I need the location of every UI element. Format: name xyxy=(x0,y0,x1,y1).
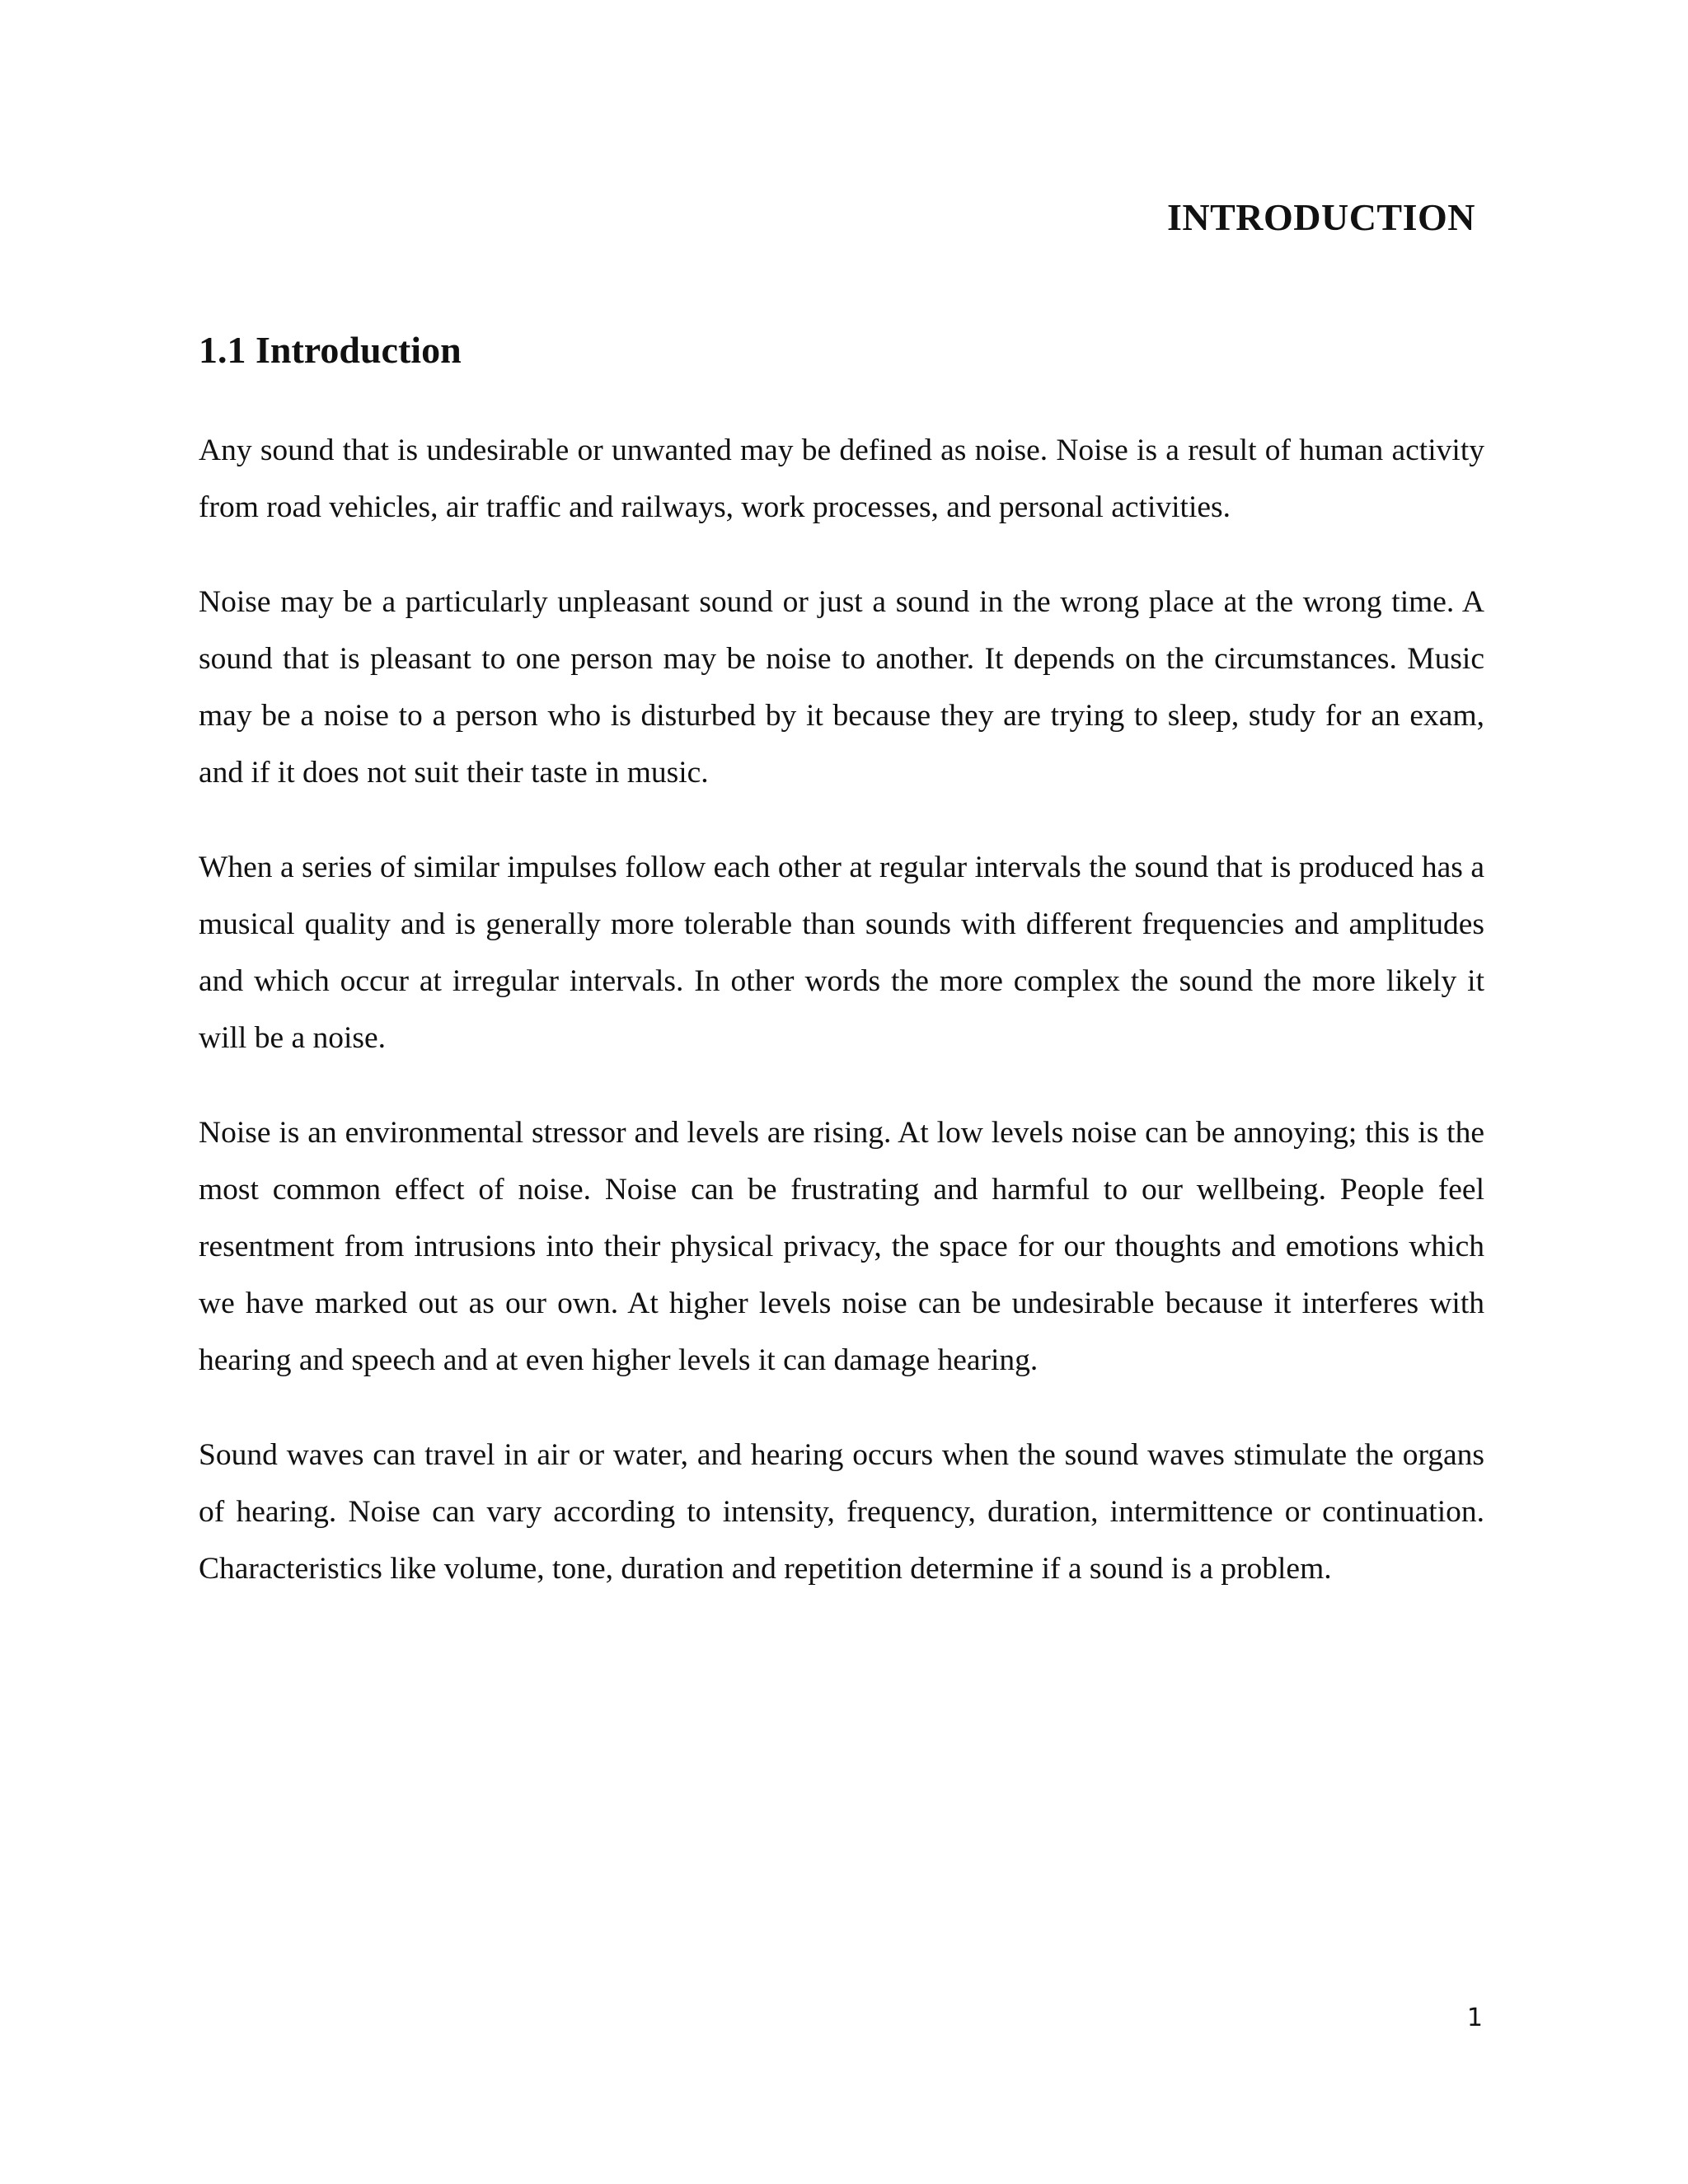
paragraph: Noise may be a particularly unpleasant sound or just a sound in the wrong place at the wrong time. A sound that is pleasant to one person may be noise to another. It depends on the circumstances. Music may be a noise to a person who is disturbed by it because they are trying to sleep, study for an exam, and if it does not suit their taste in music. xyxy=(199,585,1484,790)
chapter-title: INTRODUCTION xyxy=(1166,196,1475,238)
body-text xyxy=(199,422,1484,1635)
paragraph: Sound waves can travel in air or water, and hearing occurs when the sound waves stimulate the organs of hearing. Noise can vary according to intensity, frequency, duration, intermittence or continuation. Characteristics like volume, tone, duration and repetition determine if a sound is a problem. xyxy=(199,1438,1484,1586)
paragraph: Any sound that is undesirable or unwanted may be defined as noise. Noise is a result of human activity from road vehicles, air traffic and railways, work processes, and personal activities. xyxy=(199,434,1484,524)
page-number: 1 xyxy=(1466,2004,1483,2032)
section-heading: 1.1 Introduction xyxy=(199,329,462,371)
paragraph: Noise is an environmental stressor and levels are rising. At low levels noise can be annoying; this is the most common effect of noise. Noise can be frustrating and harmful to our wellbeing. People feel resentment from intrusions into their physical privacy, the space for our thoughts and emotions which we have marked out as our own. At higher levels noise can be undesirable because it interferes with hearing and speech and at even higher levels it can damage hearing. xyxy=(199,1116,1484,1377)
paragraph: When a series of similar impulses follow each other at regular intervals the sound that is produced has a musical quality and is generally more tolerable than sounds with different frequencies and amplitudes and which occur at irregular intervals. In other words the more complex the sound the more likely it will be a noise. xyxy=(199,851,1484,1055)
